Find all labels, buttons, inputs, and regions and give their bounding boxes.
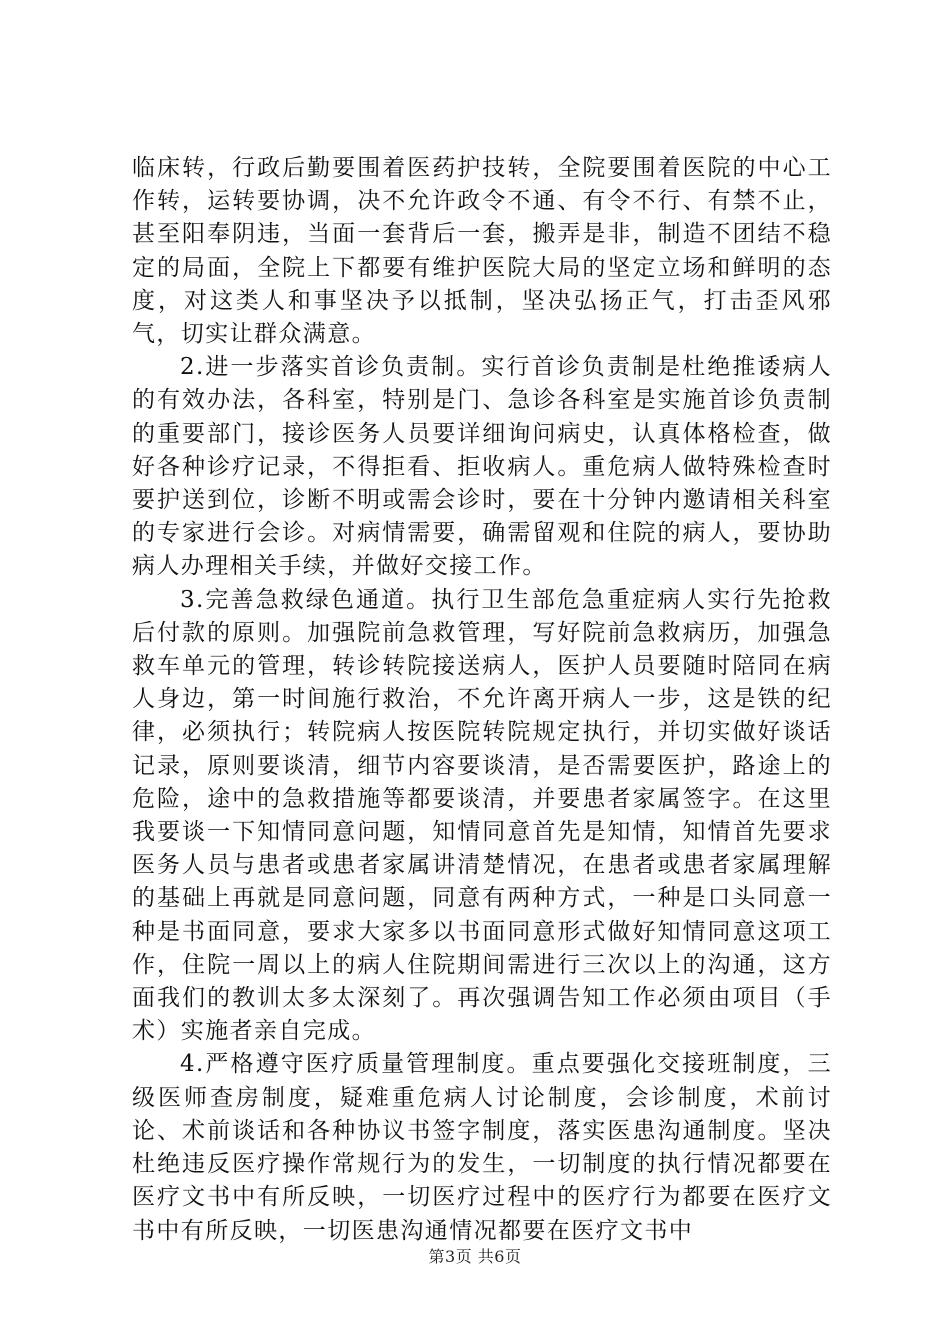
page-footer: 第3页 共6页 xyxy=(428,1247,522,1266)
document-body xyxy=(132,152,832,1248)
paragraph-item-4: 4.严格遵守医疗质量管理制度。重点要强化交接班制度，三级医师查房制度，疑难重危病人讨论制度，会诊制度，术前讨论、术前谈话和各种协议书签字制度，落实医患沟通制度。坚决杜绝违反医疗操作常规行为的发生，一切制度的执行情况都要在医疗文书中有所反映，一切医疗过程中的医疗行为都要在医疗文书中有所反映，一切医患沟通情况都要在医疗文书中 xyxy=(132,1051,832,1244)
paragraph-item-2: 2.进一步落实首诊负责制。实行首诊负责制是杜绝推诿病人的有效办法，各科室，特别是门、急诊各科室是实施首诊负责制的重要部门，接诊医务人员要详细询问病史，认真体格检查，做好各种诊疗记录，不得拒看、拒收病人。重危病人做特殊检查时要护送到位，诊断不明或需会诊时，要在十分钟内邀请相关科室的专家进行会诊。对病情需要，确需留观和住院的病人，要协助病人办理相关手续，并做好交接工作。 xyxy=(132,354,832,580)
paragraph-continued: 临床转，行政后勤要围着医药护技转，全院要围着医院的中心工作转，运转要协调，决不允许政令不通、有令不行、有禁不止，甚至阳奉阴违，当面一套背后一套，搬弄是非，制造不团结不稳定的局面，全院上下都要有维护医院大局的坚定立场和鲜明的态度，对这类人和事坚决予以抵制，坚决弘扬正气，打击歪风邪气，切实让群众满意。 xyxy=(132,155,832,348)
paragraph-item-3: 3.完善急救绿色通道。执行卫生部危急重症病人实行先抢救后付款的原则。加强院前急救管理，写好院前急救病历，加强急救车单元的管理，转诊转院接送病人，医护人员要随时陪同在病人身边，第一时间施行救治，不允许离开病人一步，这是铁的纪律，必须执行；转院病人按医院转院规定执行，并切实做好谈话记录，原则要谈清，细节内容要谈清，是否需要医护，路途上的危险，途中的急救措施等都要谈清，并要患者家属签字。在这里我要谈一下知情同意问题，知情同意首先是知情，知情首先要求医务人员与患者或患者家属讲清楚情况，在患者或患者家属理解的基础上再就是同意问题，同意有两种方式，一种是口头同意一种是书面同意，要求大家多以书面同意形式做好知情同意这项工作，住院一周以上的病人住院期间需进行三次以上的沟通，这方面我们的教训太多太深刻了。再次强调告知工作必须由项目（手术）实施者亲自完成。 xyxy=(132,586,832,1045)
